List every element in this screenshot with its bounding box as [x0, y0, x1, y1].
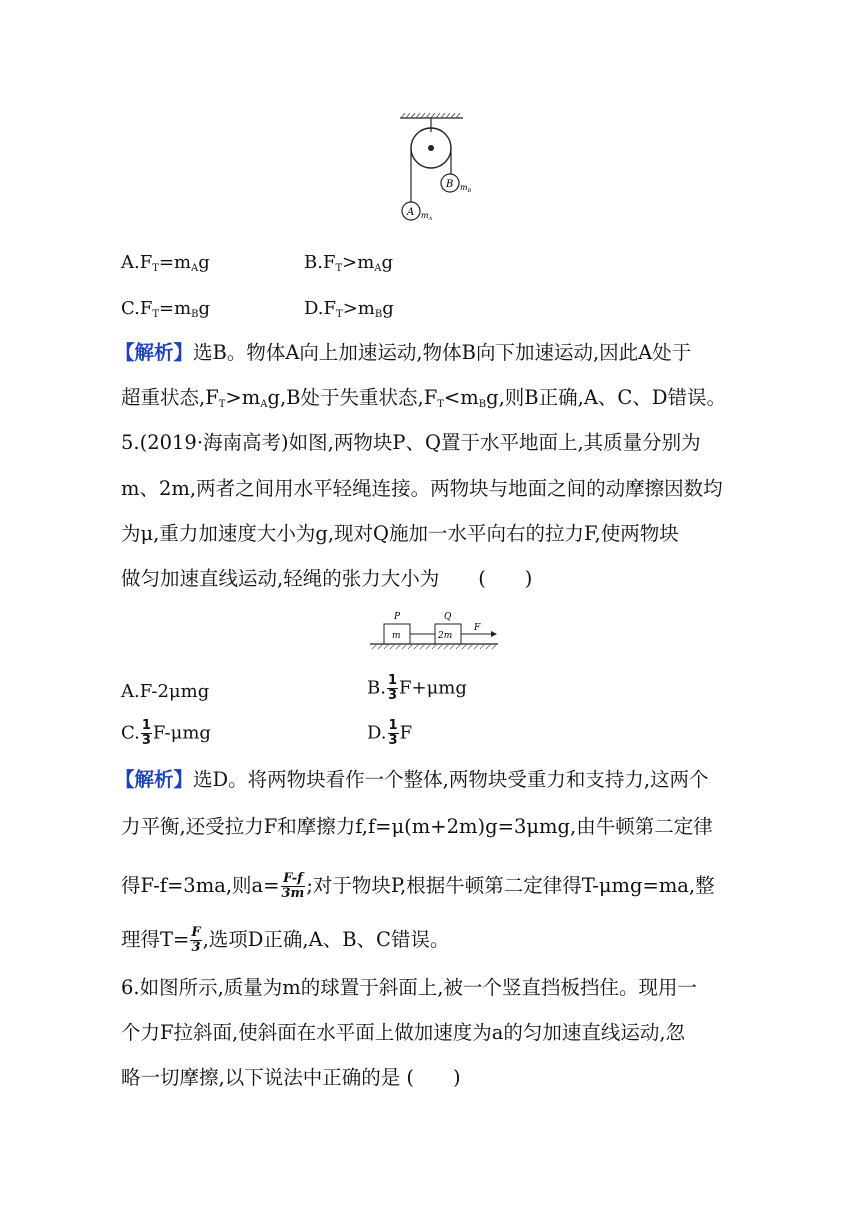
q5-analysis-line-1: 【解析】选D。将两物块看作一个整体,两物块受重力和支持力,这两个: [115, 768, 709, 791]
pulley-figure: [395, 112, 475, 224]
q5-line-3: 为μ,重力加速度大小为g,现对Q施加一水平向右的拉力F,使两物块: [121, 522, 679, 545]
q5-analysis-line-3: 得F-f=3ma,则a= $\frac{F-f}{3m}$ ;对于物块P,根据牛顿第二定律得T-μmg=ma,整: [121, 871, 715, 901]
svg-text:mB: $m_B$: [460, 183, 472, 194]
svg-text:Q: Q: [444, 612, 452, 622]
blocks-figure: [368, 608, 500, 658]
q5-option-a: A.F-2μmg: [121, 681, 210, 702]
svg-text:P: P: [394, 612, 401, 622]
svg-text:mA: $m_A$: [421, 211, 433, 222]
analysis-tag: 【解析】: [115, 341, 194, 364]
q5-line-1: 5.(2019·海南高考)如图,两物块P、Q置于水平地面上,其质量分别为: [121, 431, 701, 454]
q4-analysis-line-2: 超重状态$,F_T>m_Ag,B$处于失重状态$,F_T<m_Bg$,则B正确,A、C、D错误。: [121, 386, 726, 410]
q6-line-1: 6.如图所示,质量为m的球置于斜面上,被一个竖直挡板挡住。现用一: [121, 976, 697, 999]
q4-option-a: $A.F_T=m_Ag$: [121, 252, 210, 274]
svg-text:2m: 2m: [438, 631, 453, 641]
q5-line-4: 做匀加速直线运动,轻绳的张力大小为 ( ): [121, 567, 533, 590]
q5-analysis-line-4: 理得T= $\frac{F}{3}$ ,选项D正确,A、B、C错误。: [121, 925, 450, 955]
q4-option-d: $D.F_T>m_Bg$: [304, 298, 394, 320]
svg-text:F: F: [474, 623, 481, 633]
ball-b-label: B: [446, 179, 454, 190]
svg-text:m: m: [392, 631, 401, 641]
analysis-tag: 【解析】: [115, 768, 194, 791]
q6-line-2: 个力F拉斜面,使斜面在水平面上做加速度为a的匀加速直线运动,忽: [121, 1021, 686, 1044]
q5-analysis-line-2: 力平衡,还受拉力F和摩擦力f,f=μ(m+2m)g=3μmg,由牛顿第二定律: [121, 815, 713, 838]
q5-option-c: C. $\frac{1}{3}$ F-μmg: [121, 718, 211, 748]
q4-option-b: $B.F_T>m_Ag$: [304, 252, 394, 274]
q5-option-d: D. $\frac{1}{3}$ F: [367, 718, 413, 748]
q5-option-b: B. $\frac{1}{3}$ F+μmg: [367, 673, 467, 703]
q6-line-3: 略一切摩擦,以下说法中正确的是 ( ): [121, 1066, 461, 1089]
q5-line-2: m、2m,两者之间用水平轻绳连接。两物块与地面之间的动摩擦因数均: [121, 477, 723, 500]
ball-a-label: A: [407, 207, 415, 218]
q4-analysis-line-1: 【解析】选B。物体A向上加速运动,物体B向下加速运动,因此A处于: [115, 341, 692, 364]
q4-option-c: $C.F_T=m_Bg$: [121, 298, 211, 320]
